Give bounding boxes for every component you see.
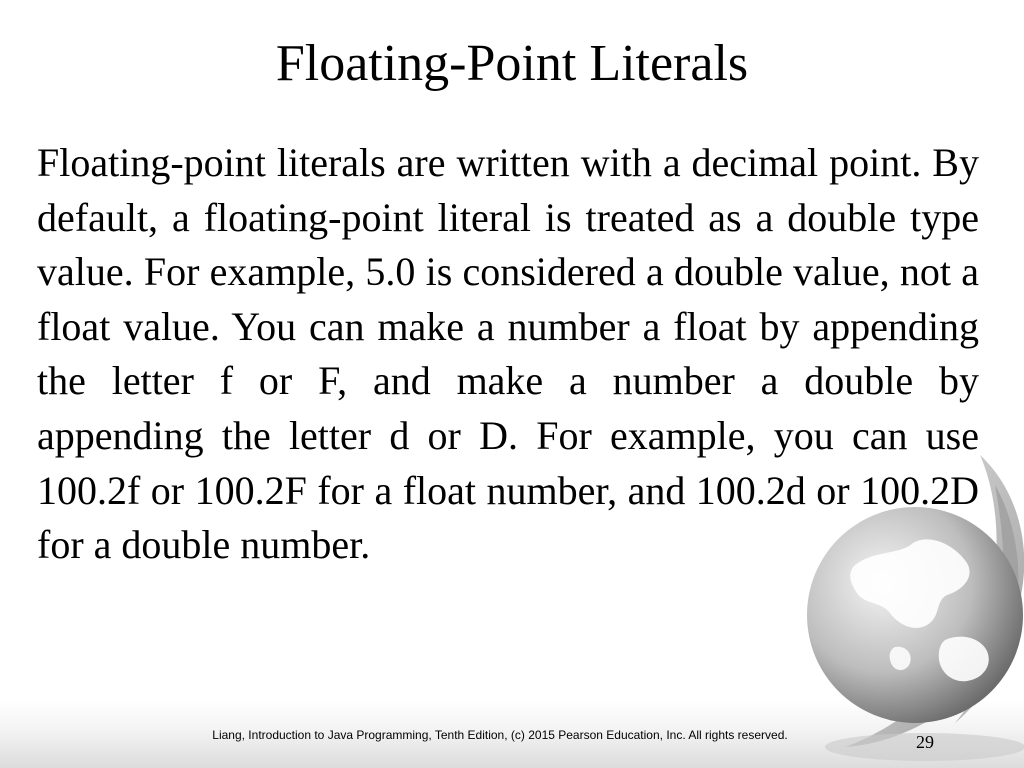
slide-title: Floating-Point Literals (275, 35, 749, 92)
slide-body-text: Floating-point literals are written with a decimal point. By default, a floating-point literal is treated as a double type value. For example, 5.0 is considered a double value, not a float value. You can make a number a float by appending the letter f or F, and make a number a double by appending the letter d or D. For example, you can use 100.2f or 100.2F for a float number, and 100.2d or 100.2D for a double number. (37, 140, 979, 568)
footer-citation: Liang, Introduction to Java Programming, Tenth Edition, (c) 2015 Pearson Education, Inc. All rights reserved. (212, 728, 788, 742)
page-number: 29 (916, 732, 934, 752)
